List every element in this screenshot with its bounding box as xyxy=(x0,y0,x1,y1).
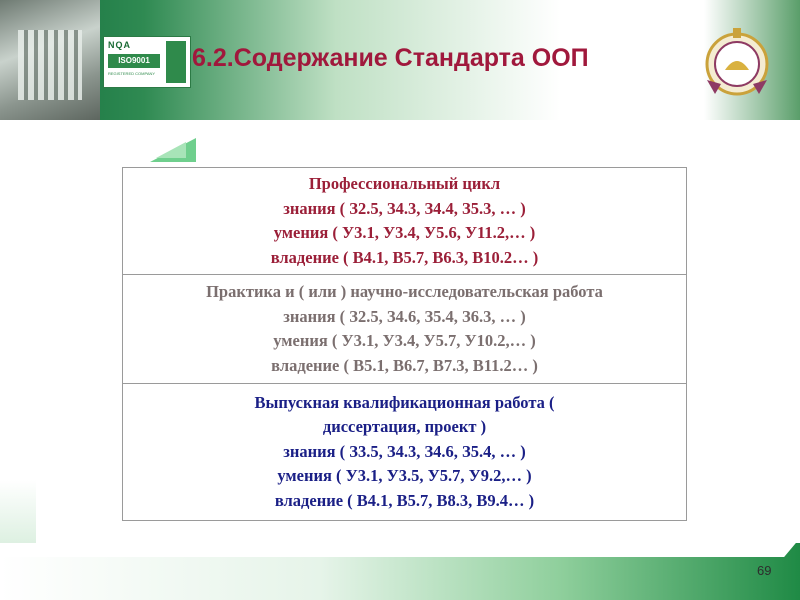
table-cell xyxy=(123,168,687,275)
university-crest-icon xyxy=(697,22,777,102)
table-row xyxy=(123,384,687,521)
cell-line: знания ( З3.5, З4.3, З4.6, З5.4, … ) xyxy=(283,441,526,461)
cell-line: умения ( У3.1, У3.4, У5.6, У11.2,… ) xyxy=(273,223,536,242)
page-number: 69 xyxy=(757,563,772,578)
nqa-logo-text: NQA xyxy=(108,40,131,50)
cell-heading: Практика и ( или ) научно-исследовательская работа xyxy=(206,282,603,301)
cell-line: знания ( З2.5, З4.3, З4.4, З5.3, … ) xyxy=(283,198,526,218)
footer-band xyxy=(0,543,800,600)
decorative-triangle xyxy=(150,138,196,162)
table-cell xyxy=(123,275,687,384)
ukas-crown-icon xyxy=(166,41,186,83)
cell-line: умения ( У3.1, У3.5, У5.7, У9.2,… ) xyxy=(277,466,532,486)
registered-company-text: REGISTERED COMPANY xyxy=(108,71,156,76)
cell-line: умения ( У3.1, У3.4, У5.7, У10.2,… ) xyxy=(273,331,536,350)
table-row xyxy=(123,275,687,384)
cell-heading: Профессиональный цикл xyxy=(308,174,501,193)
cell-line: знания ( З2.5, З4.6, З5.4, З6.3, … ) xyxy=(283,306,526,326)
page-title: 6.2.Содержание Стандарта ООП xyxy=(192,44,589,72)
table-cell xyxy=(123,384,687,521)
table-row xyxy=(123,168,687,275)
iso9001-logo xyxy=(103,36,191,88)
cell-line: владение ( В5.1, В6.7, В7.3, В11.2… ) xyxy=(271,355,538,375)
iso-logo-text: ISO9001 xyxy=(108,54,160,68)
cell-heading: диссертация, проект ) xyxy=(322,417,487,437)
cell-line: владение ( В4.1, В5.7, В8.3, В9.4… ) xyxy=(274,490,535,510)
building-photo xyxy=(0,0,100,120)
content-table xyxy=(122,167,687,521)
cell-heading: Выпускная квалификационная работа ( xyxy=(254,392,555,412)
cell-line: владение ( В4.1, В5.7, В6.3, В10.2… ) xyxy=(270,247,539,267)
